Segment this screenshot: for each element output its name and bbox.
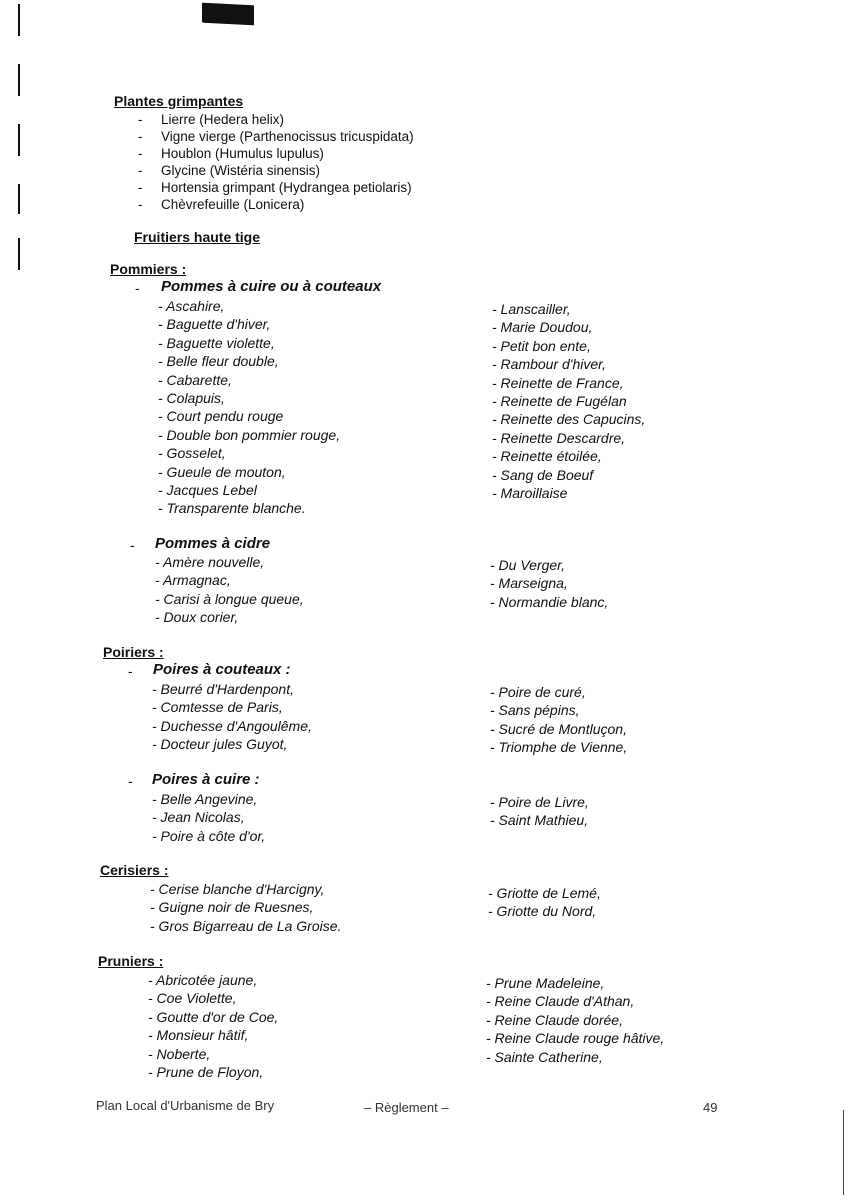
plantes-list: [161, 111, 414, 213]
pommes-cidre-left: [155, 553, 304, 627]
list-item: - Colapuis,: [158, 390, 225, 407]
list-item: - Sucré de Montluçon,: [490, 720, 627, 737]
list-item: - Marseigna,: [490, 575, 568, 592]
list-item: - Reinette Descardre,: [492, 429, 626, 446]
list-item: - Abricotée jaune,: [148, 972, 258, 988]
bullet-dash: -: [128, 663, 133, 679]
list-item: - Marie Doudou,: [492, 319, 593, 336]
list-item: - Double bon pommier rouge,: [158, 426, 341, 443]
list-item: - Cerise blanche d'Harcigny,: [150, 881, 325, 897]
list-item: - Ascahire,: [158, 298, 225, 314]
section-heading-poiriers: Poiriers :: [103, 644, 164, 660]
margin-mark: [18, 64, 20, 96]
list-item: - Lierre (Hedera helix): [161, 111, 414, 128]
list-item: - Poire de curé,: [490, 684, 586, 700]
list-item: - Reinette de France,: [492, 374, 624, 391]
list-item: - Reinette étoilée,: [492, 448, 602, 465]
section-heading-fruitiers: Fruitiers haute tige: [134, 229, 261, 245]
cerisiers-left: [150, 880, 341, 935]
list-item: - Beurré d'Hardenpont,: [152, 681, 294, 697]
bullet-dash: -: [135, 280, 140, 296]
pommes-cidre-right: [490, 556, 608, 611]
margin-mark: [18, 184, 20, 214]
list-item: - Duchesse d'Angoulême,: [152, 717, 312, 734]
pruniers-left: [148, 971, 278, 1081]
list-item: - Goutte d'or de Coe,: [148, 1008, 279, 1025]
list-item: - Normandie blanc,: [490, 593, 609, 610]
poires-couteaux-left: [152, 680, 312, 754]
list-item: - Baguette violette,: [158, 334, 275, 351]
list-item: - Noberte,: [148, 1045, 211, 1062]
list-item: - Reinette de Fugélan: [492, 393, 627, 410]
list-item: - Du Verger,: [490, 557, 565, 573]
list-item: - Coe Violette,: [148, 990, 237, 1007]
scan-edge-line: [843, 1110, 844, 1195]
list-item: - Reine Claude d'Athan,: [486, 993, 635, 1010]
list-item: - Lanscailler,: [492, 301, 571, 317]
poires-cuire-left: [152, 790, 265, 845]
list-item: - Sang de Boeuf: [492, 466, 594, 483]
list-item: - Doux corier,: [155, 609, 239, 626]
pommes-couteaux-right: [492, 300, 645, 502]
list-item: - Hortensia grimpant (Hydrangea petiolaris): [161, 179, 414, 196]
list-item: - Houblon (Humulus lupulus): [161, 145, 414, 162]
list-item: - Maroillaise: [492, 485, 568, 502]
list-item: - Amère nouvelle,: [155, 554, 265, 570]
subheading-pommes-cidre: Pommes à cidre: [155, 535, 271, 552]
list-item: - Poire à côte d'or,: [152, 827, 266, 844]
margin-mark: [18, 238, 20, 270]
list-item: - Gueule de mouton,: [158, 463, 286, 480]
list-item: - Docteur jules Guyot,: [152, 736, 288, 753]
poires-couteaux-right: [490, 683, 627, 757]
list-item: - Gosselet,: [158, 445, 226, 462]
subheading-poires-couteaux: Poires à couteaux :: [153, 661, 291, 678]
list-item: - Petit bon ente,: [492, 337, 591, 354]
list-item: - Sainte Catherine,: [486, 1048, 603, 1065]
list-item: - Comtesse de Paris,: [152, 699, 283, 716]
list-item: - Griotte de Lemé,: [488, 885, 601, 901]
list-item: - Vigne vierge (Parthenocissus tricuspidata): [161, 128, 414, 145]
list-item: - Saint Mathieu,: [490, 812, 589, 829]
list-item: - Chèvrefeuille (Lonicera): [161, 196, 414, 213]
poires-cuire-right: [490, 793, 589, 830]
margin-mark: [18, 124, 20, 156]
list-item: - Gros Bigarreau de La Groise.: [150, 917, 342, 934]
list-item: - Reine Claude dorée,: [486, 1011, 623, 1028]
list-item: - Jacques Lebel: [158, 482, 257, 499]
list-item: - Baguette d'hiver,: [158, 316, 271, 333]
section-heading-plantes: Plantes grimpantes: [114, 93, 244, 109]
list-item: - Jean Nicolas,: [152, 809, 245, 826]
list-item: - Griotte du Nord,: [488, 903, 597, 920]
list-item: - Armagnac,: [155, 572, 231, 589]
cerisiers-right: [488, 884, 601, 921]
pruniers-right: [486, 974, 664, 1066]
list-item: - Glycine (Wistéria sinensis): [161, 162, 414, 179]
page-number: 49: [703, 1100, 718, 1115]
margin-mark: [18, 4, 20, 36]
section-heading-pommiers: Pommiers :: [110, 261, 187, 277]
subheading-poires-cuire: Poires à cuire :: [152, 771, 260, 788]
pommes-couteaux-left: [158, 297, 340, 518]
list-item: - Sans pépins,: [490, 702, 580, 719]
list-item: - Reine Claude rouge hâtive,: [486, 1030, 665, 1047]
footer-section-label: – Règlement –: [364, 1100, 449, 1115]
subheading-pommes-couteaux: Pommes à cuire ou à couteaux: [161, 278, 382, 295]
list-item: - Triomphe de Vienne,: [490, 739, 628, 756]
scan-artifact: [202, 3, 254, 26]
list-item: - Poire de Livre,: [490, 794, 589, 810]
list-item: - Belle Angevine,: [152, 791, 258, 807]
list-item: - Guigne noir de Ruesnes,: [150, 899, 314, 916]
list-item: - Cabarette,: [158, 371, 232, 388]
section-heading-cerisiers: Cerisiers :: [100, 862, 169, 878]
bullet-dash: -: [130, 537, 135, 553]
bullet-dash: -: [128, 773, 133, 789]
list-item: - Prune de Floyon,: [148, 1064, 264, 1081]
list-item: - Prune Madeleine,: [486, 975, 605, 991]
list-item: - Reinette des Capucins,: [492, 411, 646, 428]
section-heading-pruniers: Pruniers :: [98, 953, 164, 969]
list-item: - Belle fleur double,: [158, 353, 279, 370]
list-item: - Rambour d'hiver,: [492, 356, 606, 373]
list-item: - Transparente blanche.: [158, 500, 306, 517]
list-item: - Carisi à longue queue,: [155, 590, 304, 607]
list-item: - Court pendu rouge: [158, 408, 284, 425]
footer-document-title: Plan Local d'Urbanisme de Bry: [96, 1098, 275, 1113]
list-item: - Monsieur hâtif,: [148, 1027, 249, 1044]
